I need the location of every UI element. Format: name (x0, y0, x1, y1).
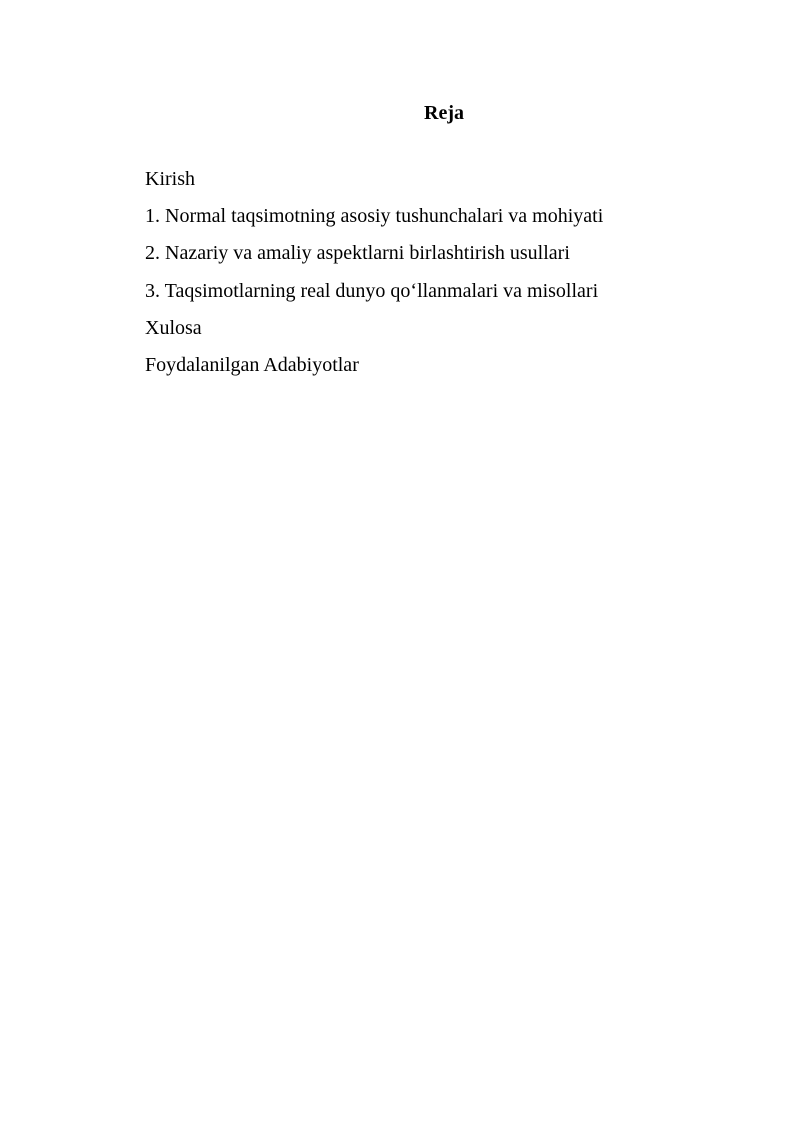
table-of-contents (145, 161, 603, 384)
toc-item-introduction: Kirish (145, 168, 195, 190)
toc-item-1: 1. Normal taqsimotning asosiy tushunchalari va mohiyati (145, 205, 604, 228)
toc-item-conclusion: Xulosa (145, 316, 202, 339)
page-title: Reja (424, 102, 464, 124)
toc-item-references: Foydalanilgan Adabiyotlar (145, 353, 359, 376)
toc-item-3: 3. Taqsimotlarning real dunyo qo‘llanmalari va misollari (145, 279, 599, 302)
toc-item-2: 2. Nazariy va amaliy aspektlarni birlashtirish usullari (145, 242, 570, 265)
